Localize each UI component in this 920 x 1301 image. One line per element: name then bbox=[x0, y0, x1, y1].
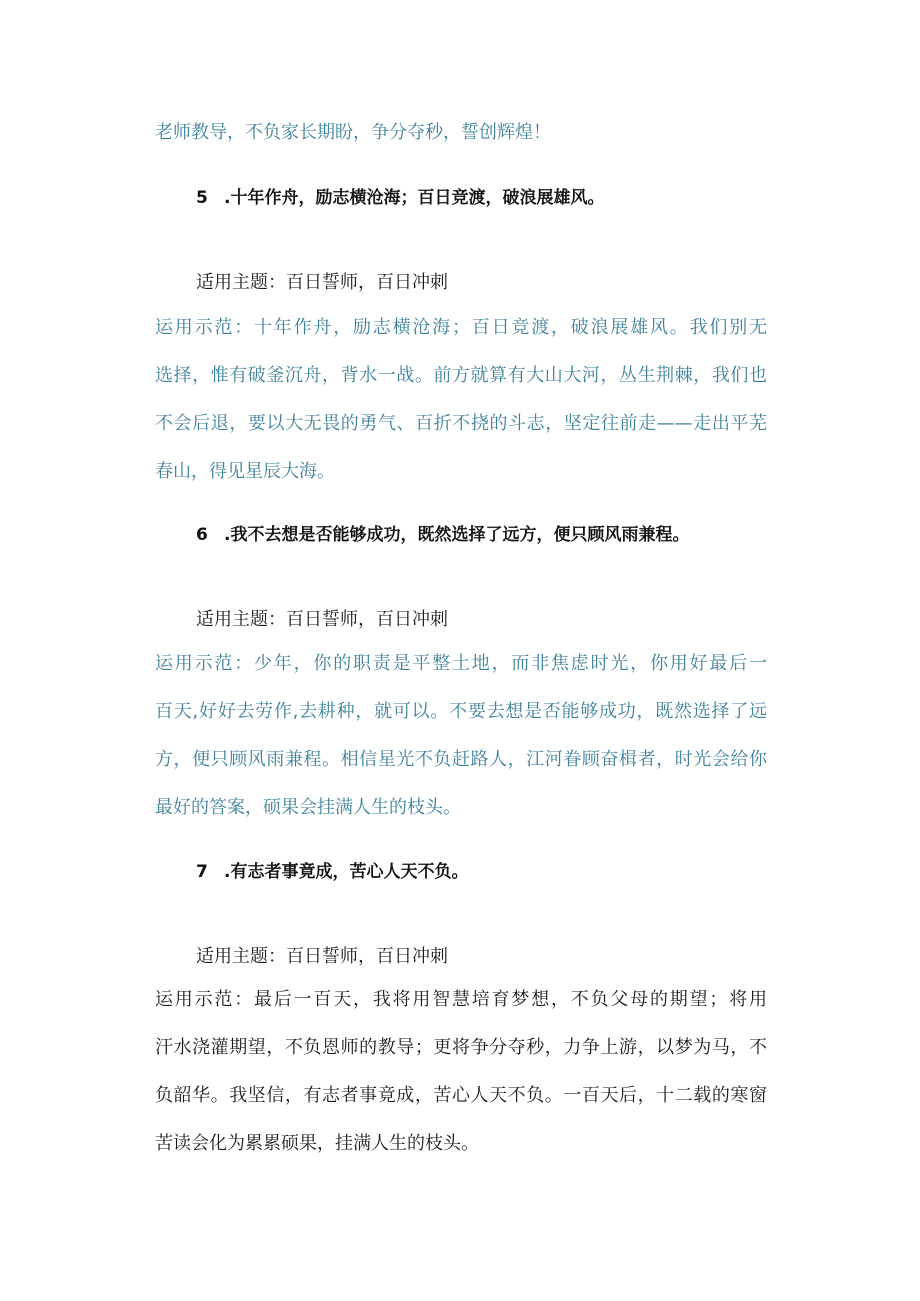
example-line: 百天,好好去劳作,去耕种，就可以。不要去想是否能够成功，既然选择了远 bbox=[155, 701, 767, 722]
section-heading-text: .十年作舟，励志横沧海；百日竞渡，破浪展雄风。 bbox=[224, 188, 605, 208]
example-line: 方，便只顾风雨兼程。相信星光不负赶路人，江河眷顾奋楫者，时光会给你 bbox=[155, 749, 767, 770]
example-line: 春山，得见星辰大海。 bbox=[155, 461, 335, 482]
example-line: 负韶华。我坚信，有志者事竟成，苦心人天不负。一百天后，十二载的寒窗 bbox=[155, 1085, 767, 1106]
section-theme-7: 适用主题：百日誓师，百日冲刺 bbox=[196, 946, 448, 967]
top-line-text: 老师教导，不负家长期盼，争分夺秒，誓创辉煌！ bbox=[155, 122, 551, 143]
section-example-6 bbox=[155, 640, 767, 832]
example-line: 运用示范：最后一百天，我将用智慧培育梦想，不负父母的期望；将用 bbox=[155, 989, 767, 1010]
section-example-7 bbox=[155, 976, 767, 1168]
section-heading-text: .有志者事竟成，苦心人天不负。 bbox=[224, 862, 469, 882]
example-line: 最好的答案，硕果会挂满人生的枝头。 bbox=[155, 797, 461, 818]
example-line: 汗水浇灌期望，不负恩师的教导；更将争分夺秒，力争上游，以梦为马，不 bbox=[155, 1037, 767, 1058]
example-line: 选择，惟有破釜沉舟，背水一战。前方就算有大山大河，丛生荆棘，我们也 bbox=[155, 365, 767, 386]
section-heading-6 bbox=[196, 520, 689, 545]
section-number: 7 bbox=[196, 862, 208, 882]
section-heading-7 bbox=[196, 857, 468, 882]
section-heading-text: .我不去想是否能够成功，既然选择了远方，便只顾风雨兼程。 bbox=[224, 525, 690, 545]
section-example-5 bbox=[155, 304, 767, 496]
example-line: 不会后退，要以大无畏的勇气、百折不挠的斗志，坚定往前走——走出平芜 bbox=[155, 413, 767, 434]
section-heading-5 bbox=[196, 183, 604, 208]
section-theme-5: 适用主题：百日誓师，百日冲刺 bbox=[196, 272, 448, 293]
section-number: 6 bbox=[196, 525, 208, 545]
example-line: 苦读会化为累累硕果，挂满人生的枝头。 bbox=[155, 1133, 479, 1154]
example-line: 运用示范：少年，你的职责是平整土地，而非焦虑时光，你用好最后一 bbox=[155, 653, 767, 674]
section-theme-6: 适用主题：百日誓师，百日冲刺 bbox=[196, 609, 448, 630]
section-number: 5 bbox=[196, 188, 208, 208]
example-line: 运用示范：十年作舟，励志横沧海；百日竞渡，破浪展雄风。我们别无 bbox=[155, 317, 767, 338]
